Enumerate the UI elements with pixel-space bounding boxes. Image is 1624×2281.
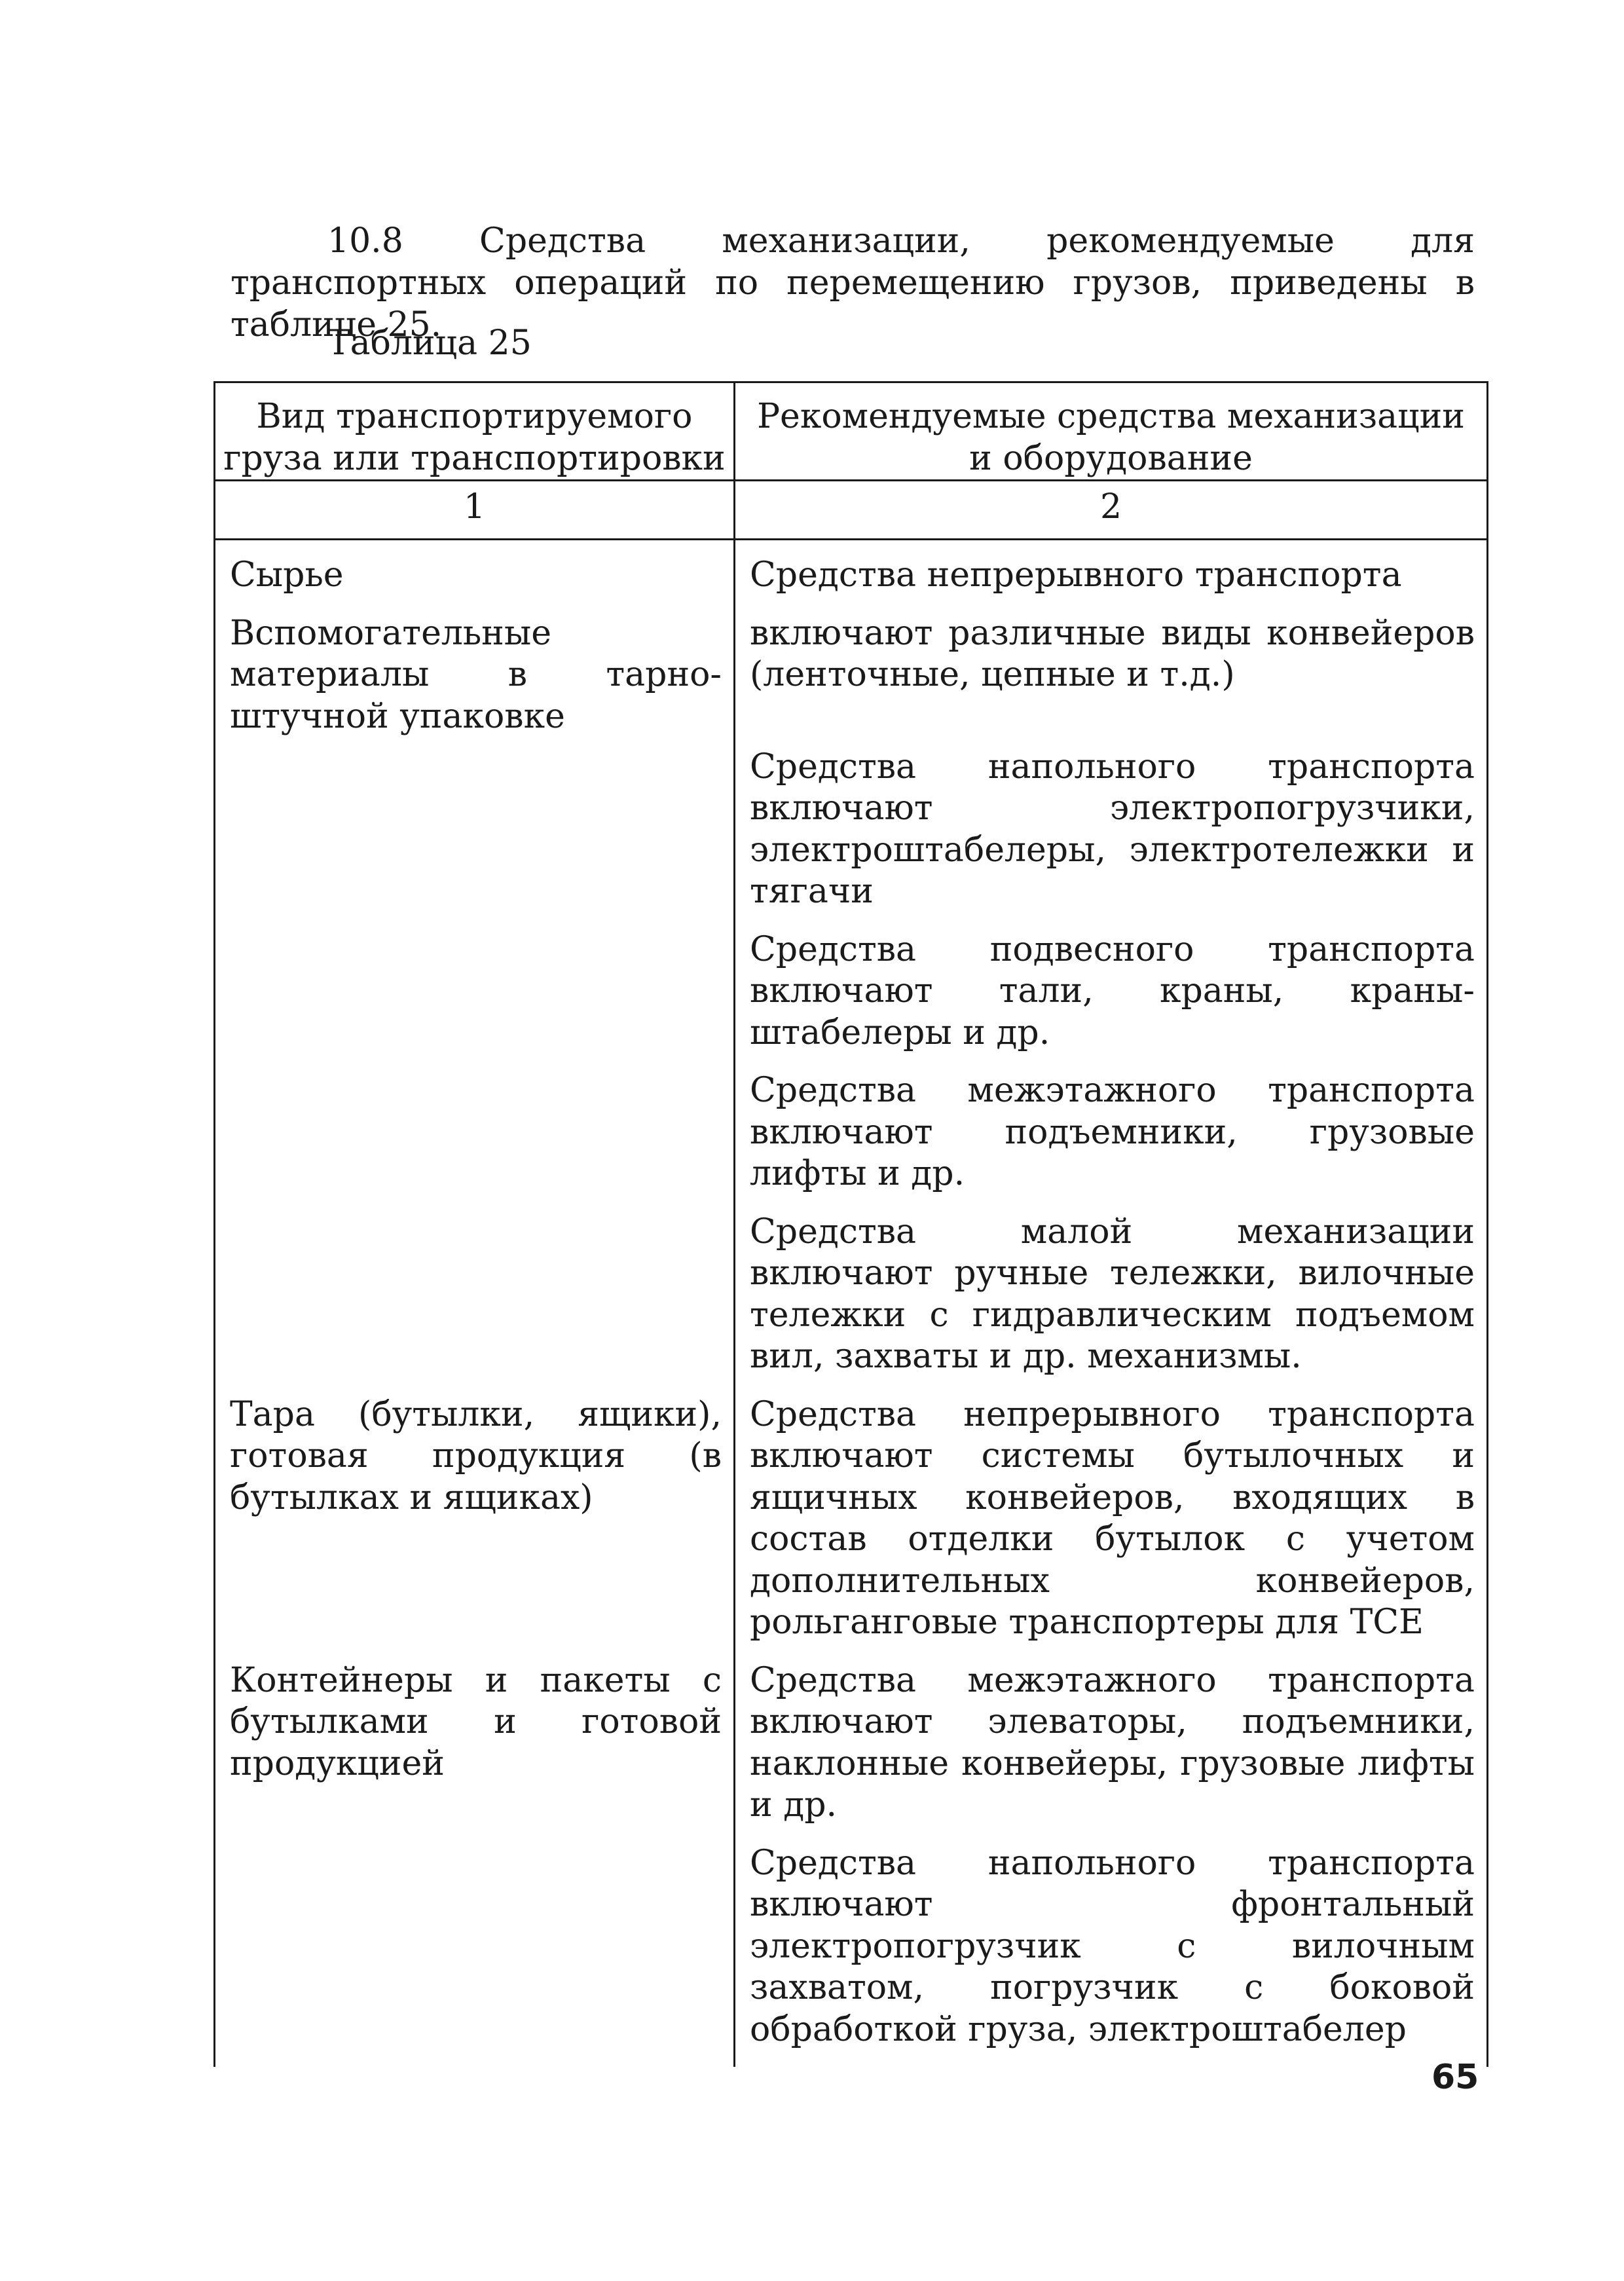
- means-item: включают различные виды конвейеров (ленточные, цепные и т.д.): [750, 613, 1475, 694]
- means-item: Средства межэтажного транспорта включают подъемники, грузовые лифты и др.: [750, 1071, 1475, 1193]
- cargo-cell: [215, 540, 735, 1394]
- table-row: [215, 540, 1488, 1394]
- means-item: Средства напольного транспорта включают фронтальный электропогрузчик с вилочным захватом, погрузчик с боковой обработкой груза, электроштабелер: [750, 1843, 1475, 2049]
- cargo-item: Тара (бутылки, ящики), готовая продукция (в бутылках и ящиках): [230, 1394, 722, 1517]
- means-item: Средства малой механизации включают ручные тележки, вилочные тележки с гидравлическим подъемом вил, захваты и др. механизмы.: [750, 1212, 1475, 1376]
- cargo-item: Сырье: [230, 555, 344, 595]
- column-number-1: 1: [215, 481, 735, 540]
- cargo-cell: [215, 1660, 735, 2068]
- means-item: Средства межэтажного транспорта включают элеваторы, подъемники, наклонные конвейеры, грузовые лифты и др.: [750, 1660, 1475, 1825]
- means-cell: [735, 1660, 1488, 2068]
- table-row: [215, 1660, 1488, 2068]
- table-caption: Таблица 25: [327, 324, 532, 363]
- header-mechanization-means: Рекомендуемые средства механизации и оборудование: [735, 382, 1488, 481]
- means-cell: [735, 1394, 1488, 1660]
- table-row: [215, 1394, 1488, 1660]
- means-item: Средства непрерывного транспорта: [750, 555, 1402, 595]
- cargo-item: Контейнеры и пакеты с бутылками и готовой продукцией: [230, 1660, 722, 1783]
- means-item: Средства подвесного транспорта включают тали, краны, краны-штабелеры и др.: [750, 929, 1475, 1052]
- column-number-2: 2: [735, 481, 1488, 540]
- cargo-item: Вспомогательные материалы в тарно-штучной упаковке: [230, 613, 722, 736]
- cargo-cell: [215, 1394, 735, 1660]
- column-number-row: [215, 481, 1488, 540]
- mechanization-table: [213, 381, 1488, 2067]
- intro-paragraph: 10.8 Средства механизации, рекомендуемые для транспортных операций по перемещению грузов, приведены в таблице 25.: [231, 221, 1475, 344]
- means-cell: [735, 540, 1488, 1394]
- header-cargo-type: Вид транспортируемого груза или транспортировки: [215, 382, 735, 481]
- table-header-row: [215, 382, 1488, 481]
- means-item: Средства непрерывного транспорта включают системы бутылочных и ящичных конвейеров, входящих в состав отделки бутылок с учетом дополнительных конвейеров, рольганговые транспортеры для ТСЕ: [750, 1394, 1475, 1642]
- page-number: 65: [1431, 2058, 1479, 2097]
- means-item: Средства напольного транспорта включают электропогрузчики, электроштабелеры, электротележки и тягачи: [750, 747, 1475, 911]
